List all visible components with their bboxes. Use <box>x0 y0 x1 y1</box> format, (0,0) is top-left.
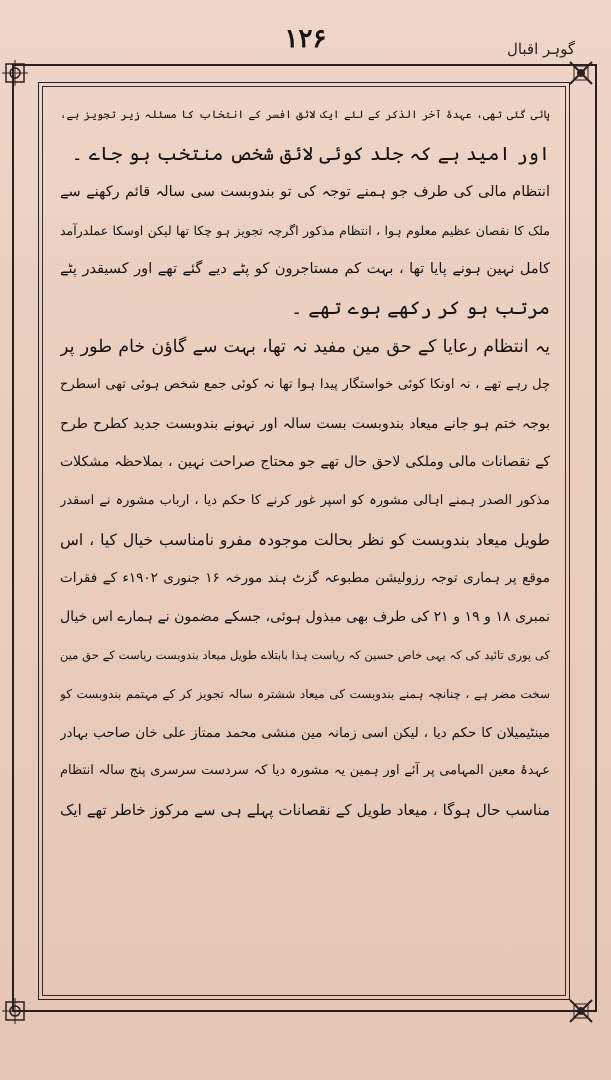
corner-ornament-icon <box>566 996 596 1026</box>
text-line: ملک کا نقصان عظیم معلوم ہوا ، انتظام مذکور اگرچہ تجویز ہو چکا تھا لیکن اوسکا عملدرآمد <box>60 222 550 238</box>
running-head: گوہر اقبال <box>506 40 575 58</box>
text-line: نمبری ۱۸ و ۱۹ و ۲۱ کی طرف بھی مبذول ہوئی، جسکے مضمون نے ہمارے اس خیال <box>60 608 550 625</box>
text-line: بوجہ ختم ہو جانے میعاد بندوبست بست سالہ اور نہونے بندوبست جدید کطرح طرح <box>60 415 550 432</box>
corner-ornament-icon <box>566 58 596 88</box>
page-number: ۱۲۶ <box>284 24 327 54</box>
corner-ornament-icon <box>0 996 30 1026</box>
text-line: چل رہے تھے ، نہ اونکا کوئی خواستگار پیدا ہوا تھا نہ کوئی جمع شخص ہوئی تھی اسطرح <box>60 377 550 393</box>
text-line: مرتب ہو کر رکھے ہوے تھے ۔ <box>291 296 550 319</box>
text-line: کی پوری تائید کی کہ یہی خاص حسین کہ ریاست ہذا بابتلاے طویل میعاد بندوبست ریاست کے حق مین <box>60 648 550 663</box>
text-line: موقع پر ہماری توجہ رزولیشن مطبوعہ گزٹ ہند مورخہ ۱۶ جنوری ۱۹۰۲ء کے فقرات <box>60 570 550 587</box>
text-line: کامل نہین ہونے پایا تھا ، بہت کم مستاجرون کو پٹے دیے گئے تھے اور کسیقدر پٹے <box>60 261 550 278</box>
text-line: مذکور الصدر ہمنے اہالی مشورہ کو اسپر غور کرنے کا حکم دیا ، ارباب مشورہ نے اسقدر <box>60 492 550 508</box>
text-line: سخت مضر ہے ، چنانچہ ہمنے بندوبست کی میعاد ششترہ سالہ تجویز کر کے مہتمم بندوبست کو <box>60 686 550 701</box>
text-line: کے نقصانات مالی وملکی لاحق حال تھے جو محتاج صراحت نہین ، بملاحظہ مشکلات <box>60 454 550 471</box>
text-line: یہ انتظام رعایا کے حق مین مفید نہ تھا، بہت سے گاؤن خام طور پر <box>60 336 550 357</box>
text-line: مینٹیمیلان کا حکم دیا ، لیکن اسی زمانہ مین منشی محمد ممتاز علی خان صاحب بہادر <box>60 724 550 741</box>
body-text <box>60 96 550 829</box>
text-line: طویل میعاد بندوبست کو نظر بحالت موجودہ مفرو نامناسب خیال کیا ، اس <box>60 530 550 549</box>
text-line: مناسب حال ہوگا ، میعاد طویل کے نقصانات پہلے ہی سے مرکوز خاطر تھے ایک <box>60 800 550 819</box>
text-line: پائی گئی تھی، عہدۂ آخر الذکر کے لئے ایک لائق افسر کے انتخاب کا مسئلہ زیر تجویز ہے، <box>60 108 550 121</box>
corner-ornament-icon <box>0 58 30 88</box>
text-line: انتظام مالی کی طرف جو ہمنے توجہ کی تو بندوبست سی سالہ قائم رکھنے سے <box>60 184 550 201</box>
text-line: اور امید ہے کہ جلد کوئی لائق شخص منتخب ہو جاے ۔ <box>71 142 550 165</box>
text-line: عہدۂ معین المہامی پر آئے اور ہمین یہ مشورہ دیا کہ سردست سرسری پنج سالہ انتظام <box>60 763 550 779</box>
